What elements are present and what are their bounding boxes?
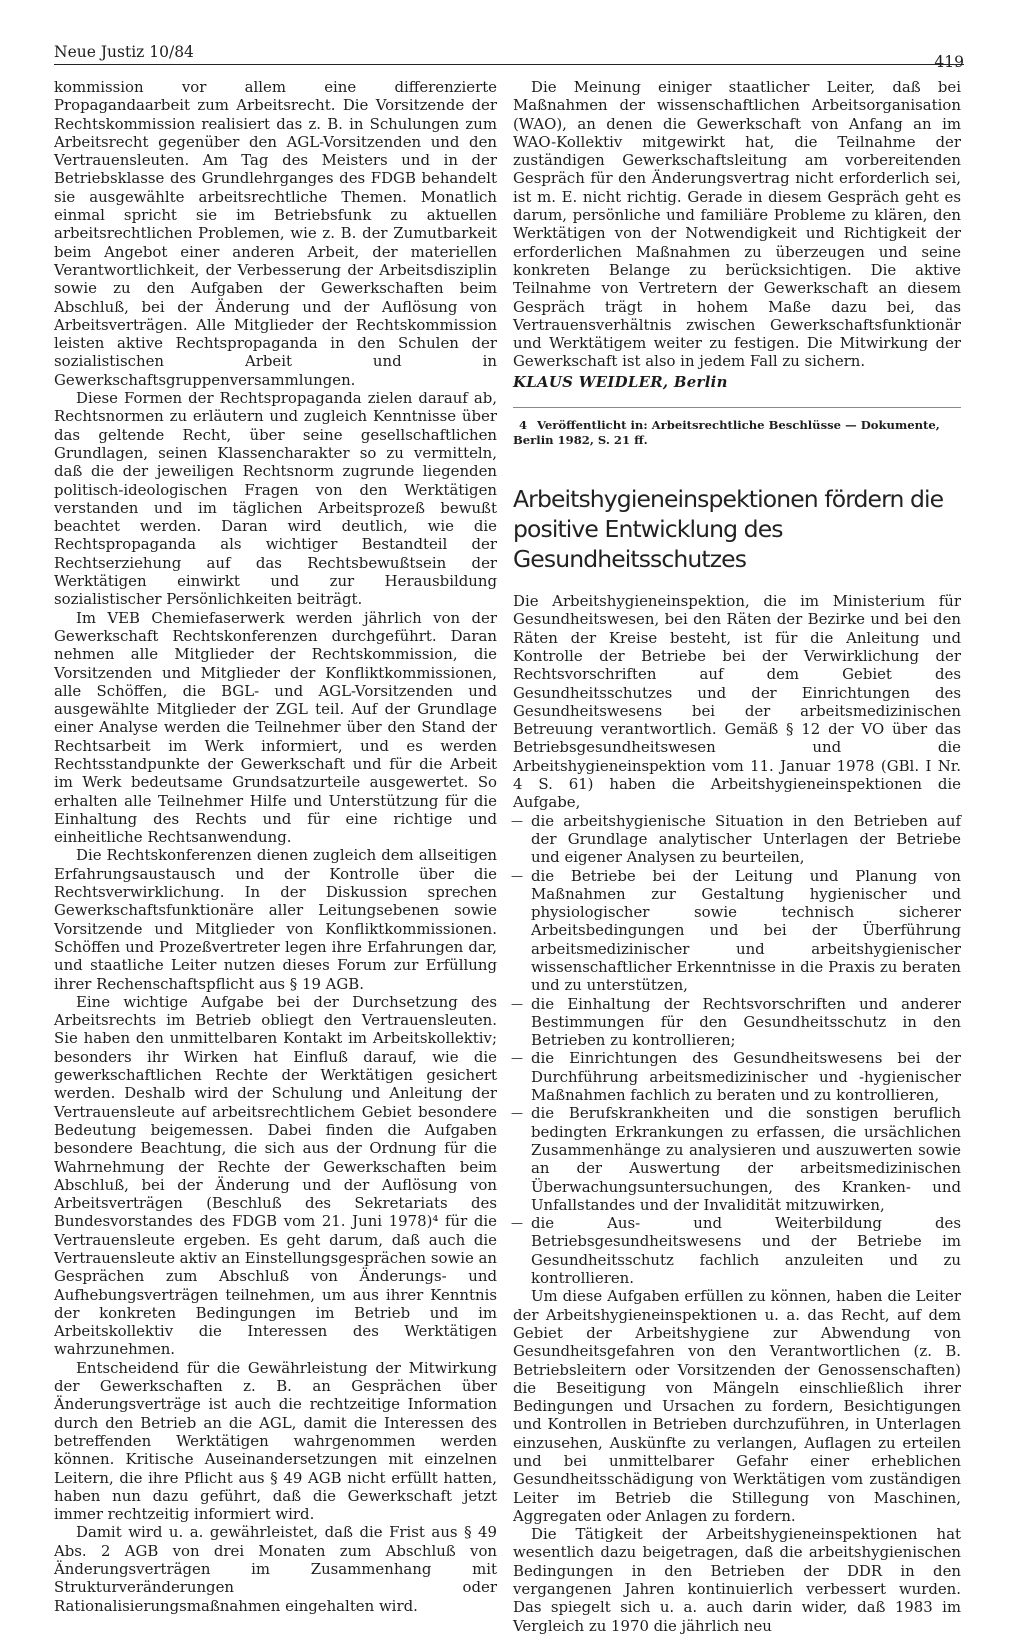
paragraph: Entscheidend für die Gewährleistung der Mitwirkung der Gewerkschaften z. B. an Gesprächen über Änderungsverträge ist auch die rechtzeitige Information durch den Betrieb an die AGL, damit die Interessen des betreffenden Werktätigen wahrgenommen werden können. Kritische Auseinandersetzungen mit einzelnen Leitern, die ihre Pflicht aus § 49 AGB nicht erfüllt hatten, haben nun dazu geführt, daß die Gewerkschaft jetzt immer rechtzeitig informiert wird.	[54, 1358, 497, 1524]
list-item: — die Einrichtungen des Gesundheitswesens bei der Durchführung arbeitsmedizinischer und -hygienischer Maßnahmen fachlich zu beraten und zu kontrollieren,	[513, 1049, 961, 1104]
list-item: — die Aus- und Weiterbildung des Betriebsgesundheitswesens und der Betriebe im Gesundheitsschutz fachlich anzuleiten und zu kontrollieren.	[513, 1214, 961, 1287]
footnote-text: Veröffentlicht in: Arbeitsrechtliche Beschlüsse — Dokumente, Berlin 1982, S. 21 ff.	[513, 418, 940, 448]
list-item: — die arbeitshygienische Situation in den Betrieben auf der Grundlage analytischer Unterlagen der Betriebe und eigener Analysen zu beurteilen,	[513, 812, 961, 867]
author-signature: KLAUS WEIDLER, Berlin	[513, 372, 728, 391]
paragraph: Diese Formen der Rechtspropaganda zielen darauf ab, Rechtsnormen zu erläutern und zugleich Kenntnisse über das geltende Recht, über seine gesellschaftlichen Grundlagen, seinen Klassencharakter so zu vermitteln, daß die der jeweiligen Rechtsnorm zugrunde liegenden politisch-ideologischen Fragen von den Werktätigen verstanden und im täglichen Arbeitsprozeß bewußt beachtet werden. Daran wird deutlich, wie die Rechtspropaganda als wichtiger Bestandteil der Rechtserziehung auf das Rechtsbewußtsein der Werktätigen einwirkt und zur Herausbildung sozialistischer Persönlichkeiten beiträgt.	[54, 389, 497, 609]
paragraph: Eine wichtige Aufgabe bei der Durchsetzung des Arbeitsrechts im Betrieb obliegt den Vertrauensleuten. Sie haben den unmittelbaren Kontakt im Arbeitskollektiv; besonders ihr Wirken hat Einfluß darauf, wie die gewerkschaftlichen Rechte der Werktätigen gesichert werden. Deshalb wird der Schulung und Anleitung der Vertrauensleute auf arbeitsrechtlichem Gebiet besondere Bedeutung beigemessen. Dabei finden die Aufgaben besondere Beachtung, die sich aus der Ordnung für die Wahrnehmung der Rechte der Gewerkschaften beim Abschluß, bei der Änderung und der Auflösung von Arbeitsverträgen (Beschluß des Sekretariats des Bundesvorstandes des FDGB vom 21. Juni 1978)⁴ für die Vertrauensleute ergeben. Es geht darum, daß auch die Vertrauensleute aktiv an Einstellungsgesprächen sowie an Gesprächen zum Abschluß von Änderungs- und Aufhebungsverträgen teilnehmen, um aus ihrer Kenntnis der konkreten Bedingungen im Betrieb und im Arbeitskollektiv die Interessen des Werktätigen wahrzunehmen.	[54, 992, 497, 1359]
list-item: — die Berufskrankheiten und die sonstigen beruflich bedingten Erkrankungen zu erfassen, die ursächlichen Zusammenhänge zu analysieren und auszuwerten sowie an der Auswertung der arbeitsmedizinischen Überwachungsuntersuchungen, des Kranken- und Unfallstandes und der Invalidität mitzuwirken,	[513, 1104, 961, 1214]
page-header	[54, 42, 964, 70]
right-column	[513, 78, 961, 1635]
article-intro: Die Arbeitshygieneinspektion, die im Ministerium für Gesundheitswesen, bei den Räten der Bezirke und bei den Räten der Kreise besteht, ist für die Anleitung und Kontrolle der Betriebe bei der Verwirklichung der Rechtsvorschriften auf dem Gebiet des Gesundheitsschutzes und der Einrichtungen des Gesundheitswesens bei der arbeitsmedizinischen Betreuung verantwortlich. Gemäß § 12 der VO über das Betriebsgesundheitswesen und die Arbeitshygieneinspektion vom 11. Januar 1978 (GBl. I Nr. 4 S. 61) haben die Arbeitshygieneinspektionen die Aufgabe,	[513, 592, 961, 812]
left-column	[54, 78, 497, 1615]
page-number: 419	[934, 53, 964, 71]
article-title: Arbeitshygieneinspektionen fördern die positive Entwicklung des Gesundheitsschutzes	[513, 485, 944, 574]
paragraph: Um diese Aufgaben erfüllen zu können, haben die Leiter der Arbeitshygieneinspektionen u. a. das Recht, auf dem Gebiet der Arbeitshygiene zur Abwendung von Gesundheitsgefahren von den Verantwortlichen (z. B. Betriebsleitern oder Vorsitzenden der Genossenschaften) die Beseitigung von Mängeln einschließlich ihrer Bedingungen und Ursachen zu fordern, Besichtigungen und Kontrollen in Betrieben durchzuführen, in Unterlagen einzusehen, Auskünfte zu verlangen, Auflagen zu erteilen und bei unmittelbarer Gefahr einer erheblichen Gesundheitsschädigung von Werktätigen vom zuständigen Leiter im Betrieb die Stillegung von Maschinen, Aggregaten oder Anlagen zu fordern.	[513, 1287, 961, 1525]
journal-title: Neue Justiz 10/84	[54, 43, 194, 61]
footnote	[513, 407, 961, 448]
task-list	[513, 812, 961, 1288]
paragraph: Damit wird u. a. gewährleistet, daß die Frist aus § 49 Abs. 2 AGB von drei Monaten zum Abschluß von Änderungsverträgen im Zusammenhang mit Strukturveränderungen oder Rationalisierungsmaßnahmen eingehalten wird.	[54, 1523, 497, 1615]
paragraph: Im VEB Chemiefaserwerk werden jährlich von der Gewerkschaft Rechtskonferenzen durchgeführt. Daran nehmen alle Mitglieder der Rechtskommission, die Vorsitzenden und Mitglieder der Konfliktkommissionen, alle Schöffen, die BGL- und AGL-Vorsitzenden und ausgewählte Mitglieder der ZGL teil. Auf der Grundlage einer Analyse werden die Teilnehmer über den Stand der Rechtsarbeit im Werk informiert, und es werden Rechtsstandpunkte der Gewerkschaft und für die Arbeit im Werk bedeutsame Grundsatzurteile ausgewertet. So erhalten alle Teilnehmer Hilfe und Unterstützung für die Einhaltung des Rechts und für eine richtige und einheitliche Rechtsanwendung.	[54, 608, 497, 847]
paragraph: Die Meinung einiger staatlicher Leiter, daß bei Maßnahmen der wissenschaftlichen Arbeitsorganisation (WAO), an denen die Gewerkschaft von Anfang an im WAO-Kollektiv mitgewirkt hat, die Teilnahme der zuständigen Gewerkschaftsleitung am vorbereitenden Gespräch für den Änderungsvertrag nicht erforderlich sei, ist m. E. nicht richtig. Gerade in diesem Gespräch geht es darum, persönliche und familiäre Probleme zu klären, den Werktätigen von der Notwendigkeit und Richtigkeit der erforderlichen Maßnahmen zu überzeugen und seine konkreten Belange zu berücksichtigen. Die aktive Teilnahme von Vertretern der Gewerkschaft an diesem Gespräch trägt in hohem Maße dazu bei, das Vertrauensverhältnis zwischen Gewerkschaftsfunktionär und Werktätigem weiter zu festigen. Die Mitwirkung der Gewerkschaft ist also in jedem Fall zu sichern.	[513, 78, 961, 371]
paragraph: kommission vor allem eine differenzierte Propagandaarbeit zum Arbeitsrecht. Die Vorsitzende der Rechtskommission realisiert das z. B. in Schulungen zum Arbeitsrecht gegenüber den AGL-Vorsitzenden und den Vertrauensleuten. Am Tag des Meisters und in der Betriebsklasse des Grundlehrganges des FDGB behandelt sie ausgewählte arbeitsrechtliche Themen. Monatlich einmal spricht sie im Betriebsfunk zu aktuellen arbeitsrechtlichen Problemen, wie z. B. der Zumutbarkeit beim Angebot einer anderen Arbeit, der materiellen Verantwortlichkeit, der Verbesserung der Arbeitsdisziplin sowie zu den Aufgaben der Gewerkschaften beim Abschluß, bei der Änderung und der Auflösung von Arbeitsverträgen. Alle Mitglieder der Rechtskommission leisten aktive Rechtspropaganda in den Schulen der sozialistischen Arbeit und in Gewerkschaftsgruppenversammlungen.	[54, 78, 497, 389]
list-item: — die Einhaltung der Rechtsvorschriften und anderer Bestimmungen für den Gesundheitsschutz in den Betrieben zu kontrollieren;	[513, 995, 961, 1050]
header-rule	[54, 64, 964, 65]
paragraph: Die Tätigkeit der Arbeitshygieneinspektionen hat wesentlich dazu beigetragen, daß die arbeitshygienischen Bedingungen in den Betrieben der DDR in den vergangenen Jahren kontinuierlich verbessert wurden. Das spiegelt sich u. a. auch darin wider, daß 1983 im Vergleich zu 1970 die jährlich neu	[513, 1525, 961, 1635]
footnote-number: 4	[519, 418, 528, 433]
paragraph: Die Rechtskonferenzen dienen zugleich dem allseitigen Erfahrungsaustausch und der Kontrolle über die Rechtsverwirklichung. In der Diskussion sprechen Gewerkschaftsfunktionäre aller Leitungsebenen sowie Vorsitzende und Mitglieder von Konfliktkommissionen. Schöffen und Prozeßvertreter legen ihre Erfahrungen dar, und staatliche Leiter nutzen dieses Forum zur Erfüllung ihrer Rechenschaftspflicht aus § 19 AGB.	[54, 846, 497, 993]
list-item: — die Betriebe bei der Leitung und Planung von Maßnahmen zur Gestaltung hygienischer und physiologischer sowie technisch sicherer Arbeitsbedingungen und bei der Überführung arbeitsmedizinischer und arbeitshygienischer wissenschaftlicher Erkenntnisse in die Praxis zu beraten und zu unterstützen,	[513, 867, 961, 995]
